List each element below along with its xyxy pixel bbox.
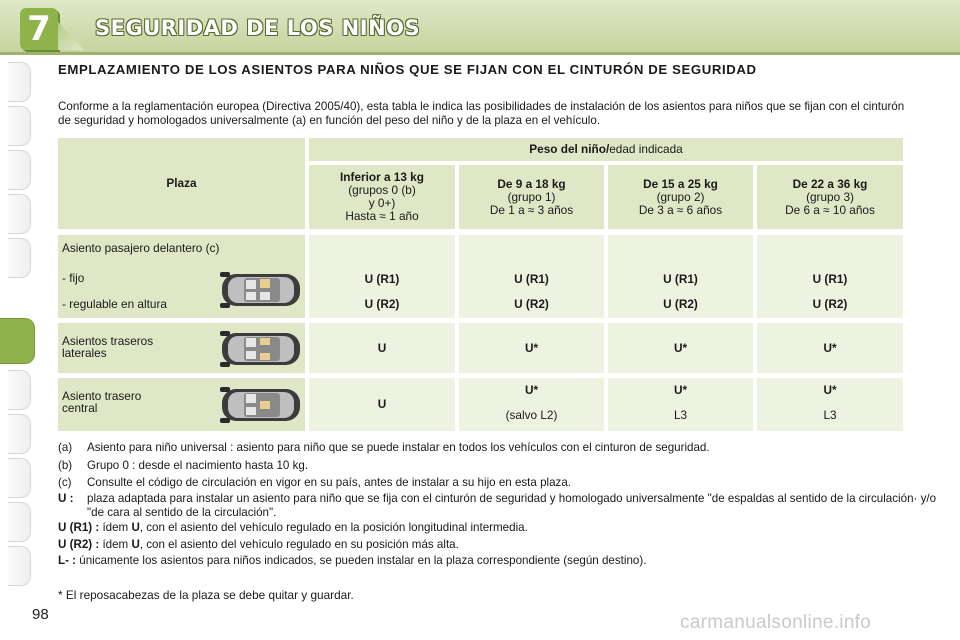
side-tab[interactable]: [8, 150, 31, 190]
row-front-sub-adjustable: - regulable en altura: [62, 297, 167, 311]
legend-key: L- :: [58, 554, 77, 567]
value: U: [377, 340, 387, 355]
sub-value: L3: [673, 408, 688, 422]
row-rear-side-col-0: [309, 323, 455, 373]
value-fixed: U (R1): [364, 272, 400, 286]
column-title: De 9 a 18 kg: [497, 176, 566, 191]
note-text: Asiento para niño universal : asiento para niño que se puede instalar en todos los vehículos con el cinturon de seguridad.: [87, 441, 710, 454]
row-rear-side-label: Asientos traseros: [62, 334, 154, 348]
row-front-col-0: [309, 235, 455, 318]
column-line: (grupo 2): [656, 189, 705, 204]
intro-paragraph: Conforme a la reglamentación europea (Directiva 2005/40), esta tabla le indica las posibilidades de instalación de los asientos para niños que se fijan con el cinturón de seguridad y homologados universalmente (a) en función del peso del niño y de la plaza en el vehículo.: [58, 100, 905, 127]
row-rear-center-col-2: [608, 378, 753, 431]
column-line: (grupo 3): [806, 189, 854, 204]
column-header-group-3: [757, 165, 903, 229]
legend-text: ídem: [99, 538, 132, 551]
side-tab[interactable]: [8, 414, 31, 454]
side-tab[interactable]: [8, 502, 31, 542]
row-rear-side-label: laterales: [62, 346, 107, 360]
value-adjustable: U (R2): [812, 297, 848, 311]
column-header-group-0: [309, 165, 455, 229]
row-rear-side-label-cell: [58, 323, 305, 373]
row-rear-side-col-3: [757, 323, 903, 373]
column-title: Inferior a 13 kg: [340, 170, 424, 184]
weight-header-bold: Peso del niño/: [529, 142, 610, 156]
chapter-number-badge: 7: [20, 8, 58, 50]
value-fixed: U (R1): [812, 272, 848, 286]
side-tab[interactable]: [8, 106, 31, 146]
page-title: SEGURIDAD DE LOS NIÑOS: [95, 16, 421, 40]
column-line: y 0+): [368, 196, 396, 210]
value: U*: [823, 340, 837, 355]
column-line: Hasta ≈ 1 año: [345, 209, 419, 223]
section-heading: EMPLAZAMIENTO DE LOS ASIENTOS PARA NIÑOS QUE SE FIJAN CON EL CINTURÓN DE SEGURIDAD: [58, 62, 757, 77]
column-line: (grupo 1): [507, 189, 556, 204]
side-tab[interactable]: [8, 546, 31, 586]
side-tab[interactable]: [8, 238, 31, 278]
plaza-header-cell: [58, 138, 305, 229]
side-tab-active[interactable]: [0, 318, 35, 364]
value-fixed: U (R1): [663, 272, 698, 286]
legend-u: U: [131, 521, 140, 534]
value: U*: [823, 383, 837, 397]
row-front-label-cell: [58, 235, 305, 318]
row-front-col-3: [757, 235, 903, 318]
legend-text: únicamente los asientos para niños indicados, se pueden instalar en la plaza correspondiente (según destino).: [76, 554, 647, 567]
row-rear-side-col-2: [608, 323, 753, 373]
note-text: Grupo 0 : desde el nacimiento hasta 10 kg.: [87, 459, 309, 472]
value: U*: [524, 340, 539, 355]
column-header-group-1: [459, 165, 604, 229]
legend-item: [58, 521, 938, 535]
row-rear-center-col-3: [757, 378, 903, 431]
chapter-side-tabs: [0, 62, 34, 582]
row-rear-side-col-1: [459, 323, 604, 373]
child-seat-table: [58, 138, 903, 431]
legend-text: ídem: [99, 521, 132, 534]
sub-value: L3: [823, 408, 837, 422]
headrest-footnote: * El reposacabezas de la plaza se debe quitar y guardar.: [58, 588, 354, 602]
value: U*: [524, 383, 539, 397]
note-key: (a): [58, 441, 73, 454]
note-key: (c): [58, 476, 72, 489]
sub-value: (salvo L2): [505, 408, 558, 422]
car-front-seat-icon: [220, 268, 302, 312]
column-line: De 1 a ≈ 3 años: [489, 202, 574, 217]
row-rear-center-label-cell: [58, 378, 305, 431]
value-adjustable: U (R2): [364, 297, 400, 311]
value: U: [377, 397, 387, 411]
row-front-col-2: [608, 235, 753, 318]
legend-text: , con el asiento del vehículo regulado en la posición longitudinal intermedia.: [139, 521, 528, 534]
weight-header-rest: edad indicada: [609, 142, 683, 156]
column-line: (grupos 0 (b): [348, 183, 416, 197]
watermark: carmanualsonline.info: [680, 612, 872, 633]
value: U*: [673, 383, 688, 397]
side-tab[interactable]: [8, 370, 31, 410]
note-key: U :: [58, 492, 74, 505]
column-title: De 22 a 36 kg: [792, 176, 868, 191]
value-adjustable: U (R2): [663, 297, 698, 311]
row-rear-center-col-1: [459, 378, 604, 431]
row-front-col-1: [459, 235, 604, 318]
legend-item: [58, 554, 938, 568]
column-title: De 15 a 25 kg: [643, 176, 718, 191]
legend-text: , con el asiento del vehículo regulado en su posición más alta.: [139, 538, 459, 551]
legend-key: U (R1) :: [58, 521, 100, 534]
value-adjustable: U (R2): [514, 297, 549, 311]
column-line: De 3 a ≈ 6 años: [638, 202, 723, 217]
plaza-header: Plaza: [166, 176, 197, 190]
legend-item: [58, 538, 938, 552]
note-text: Consulte el código de circulación en vigor en su país, antes de instalar a su hijo en esta plaza.: [87, 476, 572, 489]
car-rear-center-seat-icon: [220, 383, 302, 427]
note-key: (b): [58, 459, 73, 472]
car-rear-side-seat-icon: [220, 327, 302, 371]
row-rear-center-col-0: [309, 378, 455, 431]
row-front-label: Asiento pasajero delantero (c): [62, 241, 220, 255]
weight-header-cell: [309, 138, 903, 161]
value: U*: [673, 340, 688, 355]
legend-u: U: [131, 538, 140, 551]
side-tab[interactable]: [8, 62, 31, 102]
column-line: De 6 a ≈ 10 años: [785, 202, 875, 217]
row-front-sub-fixed: - fijo: [62, 271, 85, 285]
header-rule: [0, 52, 960, 55]
legend-key: U (R2) :: [58, 538, 100, 551]
row-rear-center-label: central: [62, 401, 98, 415]
side-tab[interactable]: [8, 194, 31, 234]
side-tab[interactable]: [8, 458, 31, 498]
row-rear-center-label: Asiento trasero: [62, 389, 142, 403]
note-text: plaza adaptada para instalar un asiento para niño que se fija con el cinturón de seguridad y homologado universalmente "de espaldas al sentido de la circulación· y/o "de cara al sentido de la circulación".: [87, 492, 937, 519]
value-fixed: U (R1): [514, 272, 549, 286]
page-number: 98: [32, 606, 49, 623]
column-header-group-2: [608, 165, 753, 229]
weight-header: [529, 143, 682, 156]
